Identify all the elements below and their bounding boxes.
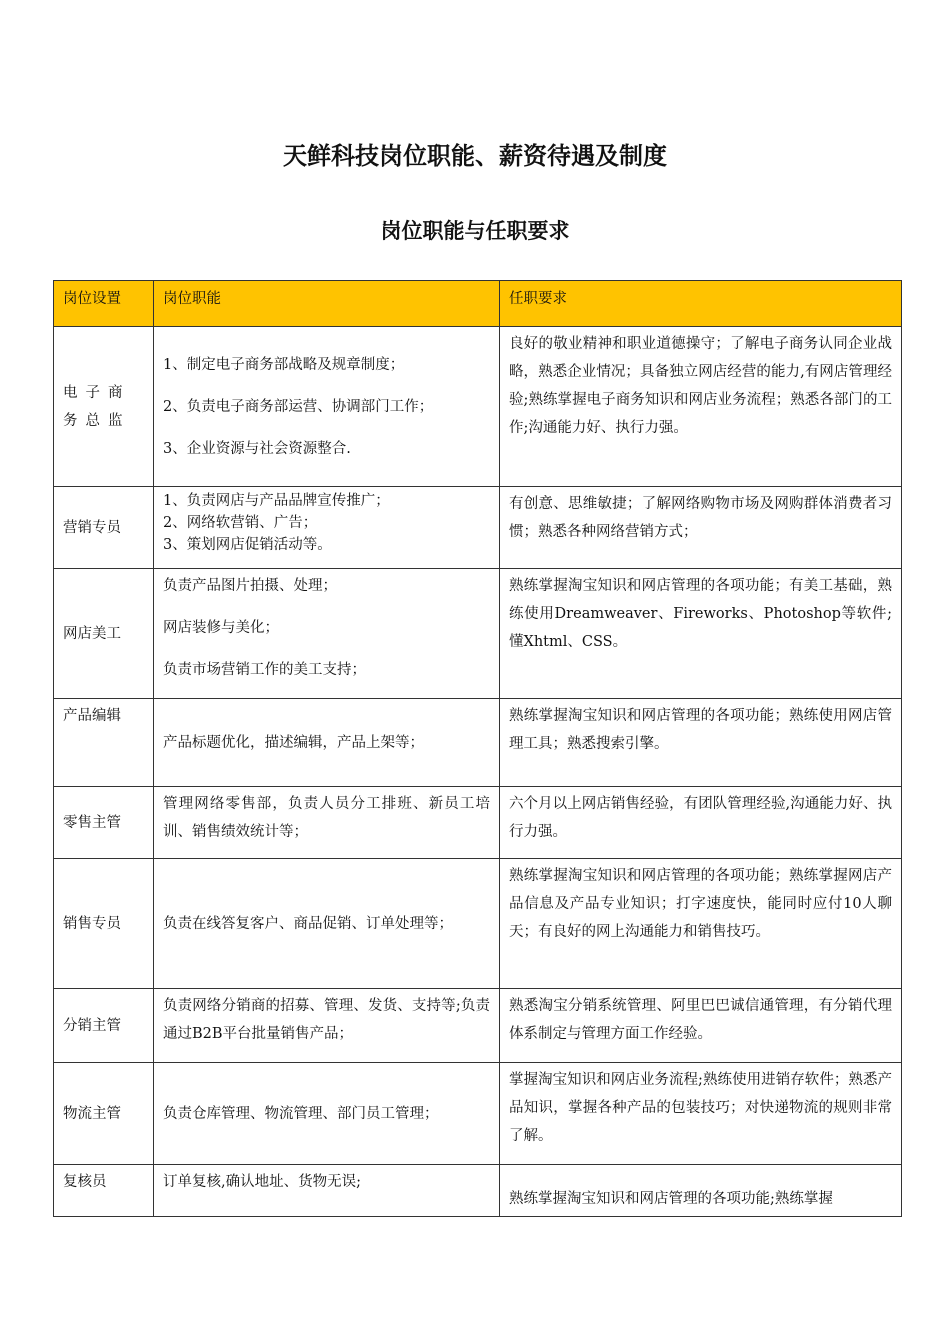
table-row [54,787,902,859]
duty-item: 2、负责电子商务部运营、协调部门工作； [163,398,434,415]
requirements-text: 熟练掌握淘宝知识和网店管理的各项功能;熟练掌握 [509,1191,833,1207]
duties-cell [154,1063,500,1165]
position-cell: 零售主管 [54,787,154,859]
table-row [54,859,902,989]
duties-cell [154,859,500,989]
duty-item: 负责网络分销商的招募、管理、发货、支持等;负责通过B2B平台批量销售产品； [163,998,490,1042]
table-row [54,1165,902,1217]
requirements-cell: 熟练掌握淘宝知识和网店管理的各项功能；熟练使用网店管理工具；熟悉搜索引擎。 [500,699,902,787]
job-duties-table [53,280,902,1217]
requirements-cell: 六个月以上网店销售经验，有团队管理经验,沟通能力好、执行力强。 [500,787,902,859]
duty-item: 负责产品图片拍摄、处理； [163,578,337,594]
duties-cell [154,699,500,787]
header-requirements: 任职要求 [500,281,902,327]
table-row [54,487,902,569]
duties-cell [154,989,500,1063]
requirements-cell: 有创意、思维敏捷；了解网络购物市场及网购群体消费者习惯；熟悉各种网络营销方式； [500,487,902,569]
requirements-cell: 掌握淘宝知识和网店业务流程;熟练使用进销存软件；熟悉产品知识，掌握各种产品的包装技巧；对快递物流的规则非常了解。 [500,1063,902,1165]
header-position: 岗位设置 [54,281,154,327]
duties-cell [154,569,500,699]
section-title: 岗位职能与任职要求 [380,219,570,243]
duty-item: 网店装修与美化； [163,620,279,636]
position-cell: 物流主管 [54,1063,154,1165]
position-cell: 分销主管 [54,989,154,1063]
duty-item: 1、负责网店与产品品牌宣传推广； [163,493,390,509]
requirements-cell: 熟悉淘宝分销系统管理、阿里巴巴诚信通管理，有分销代理体系制定与管理方面工作经验。 [500,989,902,1063]
position-cell: 电子商务总监 [54,327,154,487]
position-cell: 网店美工 [54,569,154,699]
duty-item: 负责仓库管理、物流管理、部门员工管理； [163,1105,439,1122]
duties-cell [154,787,500,859]
duty-item: 负责在线答复客户、商品促销、订单处理等； [163,915,453,932]
duty-item: 2、网络软营销、广告； [163,515,318,531]
duty-item: 3、策划网店促销活动等。 [163,537,332,553]
duty-item: 订单复核,确认地址、货物无误; [163,1174,361,1190]
table-row [54,699,902,787]
duty-item: 3、企业资源与社会资源整合. [163,440,351,457]
duty-item: 负责市场营销工作的美工支持； [163,662,366,678]
position-cell: 复核员 [54,1165,154,1217]
table-row [54,1063,902,1165]
requirements-cell [500,1165,902,1217]
duty-item: 1、制定电子商务部战略及规章制度； [163,356,405,373]
header-duties: 岗位职能 [154,281,500,327]
requirements-cell: 熟练掌握淘宝知识和网店管理的各项功能；有美工基础，熟练使用Dreamweaver、Fireworks、Photoshop等软件;懂Xhtml、CSS。 [500,569,902,699]
position-cell: 营销专员 [54,487,154,569]
duties-cell [154,1165,500,1217]
table-row [54,327,902,487]
requirements-cell: 熟练掌握淘宝知识和网店管理的各项功能；熟练掌握网店产品信息及产品专业知识；打字速度快，能同时应付10人聊天；有良好的网上沟通能力和销售技巧。 [500,859,902,989]
table-header-row [54,281,902,327]
duties-cell [154,327,500,487]
position-cell: 销售专员 [54,859,154,989]
duty-item: 产品标题优化，描述编辑，产品上架等； [163,734,424,751]
position-cell: 产品编辑 [54,699,154,787]
document-title: 天鲜科技岗位职能、薪资待遇及制度 [283,142,667,170]
duty-item: 管理网络零售部，负责人员分工排班、新员工培训、销售绩效统计等； [163,796,490,840]
table-row [54,989,902,1063]
table-row [54,569,902,699]
requirements-cell: 良好的敬业精神和职业道德操守；了解电子商务认同企业战略，熟悉企业情况；具备独立网店经营的能力,有网店管理经验;熟练掌握电子商务知识和网店业务流程；熟悉各部门的工作;沟通能力好、执行力强。 [500,327,902,487]
duties-cell [154,487,500,569]
